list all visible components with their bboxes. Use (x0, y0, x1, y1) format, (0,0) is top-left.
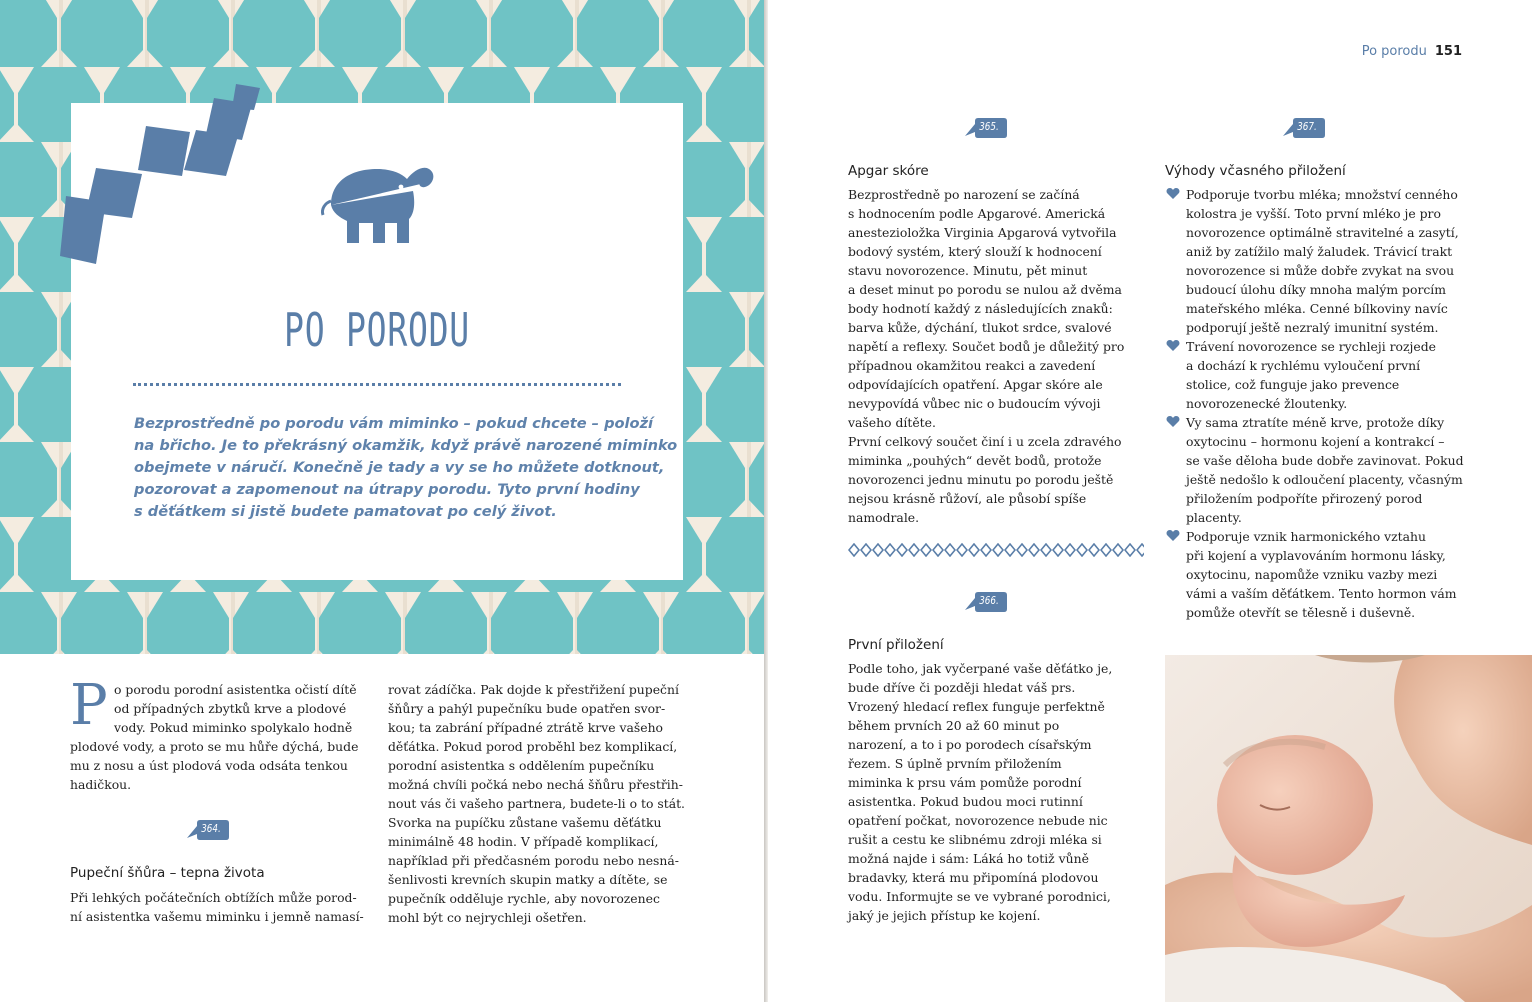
bullet-item (1186, 185, 1464, 337)
text-line: možná chvíli počká nebo nechá šňůru přestřih- (388, 777, 683, 792)
dropcap-letter: P (70, 673, 108, 738)
diamond-divider (848, 543, 1144, 557)
text-line: vámi a vaším děťátkem. Tento hormon vám (1186, 586, 1457, 601)
text-line: miminka „pouhých“ devět bodů, protože (848, 453, 1102, 468)
text-line: narození, a to i po porodech císařským (848, 737, 1092, 752)
dotted-divider (133, 383, 621, 386)
text-line: barva kůže, dýchání, tlukot srdce, svalové (848, 320, 1112, 335)
text-line: s hodnocením podle Apgarové. Americká (848, 206, 1106, 221)
text-line: pupečník odděluje rychle, aby novorozenec (388, 891, 660, 906)
section-367-title: Výhody včasného přiložení (1165, 163, 1346, 179)
text-line: možná najde i sám: Láká ho totiž vůně (848, 851, 1089, 866)
bullet-item (1186, 337, 1464, 413)
tip-number-badge-364 (186, 818, 230, 846)
text-line: budoucí úlohu díky mnoha malým porcím (1186, 282, 1447, 297)
section-364-title: Pupeční šňůra – tepna života (70, 865, 265, 881)
text-line: kou; ta zabrání případné ztrátě krve vašeho (388, 720, 664, 735)
text-line: vašeho dítěte. (848, 415, 936, 430)
text-line: nout vás či vašeho partnera, budete-li o to stát. (388, 796, 686, 811)
intro-line: pozorovat a zapomenout na útrapy porodu. Tyto první hodiny (134, 481, 640, 498)
left-page (0, 0, 764, 1002)
text-line: body hodnotí každý z následujících znaků: (848, 301, 1113, 316)
heart-bullet-icon (1166, 415, 1180, 428)
text-line: vodu. Informujte se ve vybrané porodnici, (848, 889, 1111, 904)
text-line: anestezioložka Virginia Apgarová vytvořila (848, 225, 1117, 240)
text-line: První celkový součet činí i u zcela zdravého (848, 434, 1122, 449)
text-line: asistentka. Pokud budou moci rutinní (848, 794, 1083, 809)
photo-illustration (1165, 655, 1532, 1002)
tip-number-badge-367 (1282, 116, 1326, 144)
badge-number: 364. (201, 822, 221, 835)
text-line: děťátka. Pokud porod proběhl bez komplikací, (388, 739, 678, 754)
running-header (1362, 44, 1462, 59)
text-line: miminka k prsu vám pomůže porodní (848, 775, 1082, 790)
bullet-item (1186, 413, 1464, 527)
text-line: při kojení a vyplavováním hormonu lásky, (1186, 548, 1446, 563)
intro-line: na břicho. Je to překrásný okamžik, když právě narozené miminko (134, 437, 678, 454)
text-line: rovat zádíčka. Pak dojde k přestřižení pupeční (388, 682, 679, 697)
column-2-text (388, 680, 685, 927)
text-line: o porodu porodní asistentka očistí dítě (114, 682, 357, 697)
column-1-paragraph-rest (70, 737, 358, 794)
text-line: a deset minut po porodu se nulou až dvěma (848, 282, 1122, 297)
text-line: novorozence si může dobře zvykat na svou (1186, 263, 1455, 278)
text-line: mateřského mléka. Cenné bílkoviny navíc (1186, 301, 1448, 316)
hexagon-ribbon-decoration (56, 84, 286, 284)
heart-bullet-icon (1166, 187, 1180, 200)
text-line: opatření počkat, novorozence nebude nic (848, 813, 1108, 828)
tip-number-badge-366 (964, 590, 1008, 618)
section-367-bullet-list (1186, 185, 1464, 622)
text-line: přiložením podpoříte přirozený porod (1186, 491, 1423, 506)
text-line: nevypovídá vůbec nic o budoucím vývoji (848, 396, 1101, 411)
text-line: oxytocinu – hormonu kojení a kontrakcí – (1186, 434, 1445, 449)
text-line: novorozence optimálně stravitelné a zasytí, (1186, 225, 1459, 240)
text-line: pomůže otevřít se tělesně i duševně. (1186, 605, 1416, 620)
text-line: hadičkou. (70, 777, 132, 792)
text-line: bude dříve či později hledat váš prs. (848, 680, 1076, 695)
text-line: Svorka na pupíčku zůstane vašemu děťátku (388, 815, 662, 830)
bullet-item (1186, 527, 1464, 622)
text-line: plodové vody, a proto se mu hůře dýchá, bude (70, 739, 359, 754)
tip-number-badge-365 (964, 116, 1008, 144)
badge-number: 365. (979, 120, 999, 133)
text-line: Vrozený hledací reflex funguje perfektně (848, 699, 1105, 714)
text-line: Trávení novorozence se rychleji rozjede (1186, 339, 1436, 354)
elephant-icon (317, 161, 441, 245)
text-line: od případných zbytků krve a plodové (114, 701, 347, 716)
text-line: případnou okamžitou reakci a zavedení (848, 358, 1096, 373)
text-line: minimálně 48 hodin. V případě komplikací, (388, 834, 659, 849)
text-line: se vaše děloha bude dobře zavinovat. Pokud (1186, 453, 1464, 468)
intro-line: obejmete v náručí. Konečně je tady a vy se ho můžete dotknout, (134, 459, 665, 476)
text-line: oxytocinu, napomůže vzniku vazby mezi (1186, 567, 1438, 582)
chapter-title: PO PORODU (284, 303, 470, 357)
text-line: Bezprostředně po narození se začíná (848, 187, 1080, 202)
running-head-title: Po porodu (1361, 44, 1427, 59)
text-line: namodrale. (848, 510, 920, 525)
text-line: novorozenecké žloutenky. (1186, 396, 1348, 411)
heart-bullet-icon (1166, 529, 1180, 542)
text-line: a dochází k rychlému vyloučení první (1186, 358, 1421, 373)
text-line: mohl být co nejrychleji ošetřen. (388, 910, 587, 925)
text-line: aniž by zatížilo malý žaludek. Trávicí trakt (1186, 244, 1453, 259)
badge-number: 366. (979, 594, 999, 607)
column-1-paragraph-start (114, 680, 357, 737)
text-line: šňůry a pahýl pupečníku bude opatřen svor- (388, 701, 666, 716)
text-line: během prvních 20 až 60 minut po (848, 718, 1060, 733)
text-line: placenty. (1186, 510, 1242, 525)
section-365-text (848, 185, 1124, 527)
text-line: stolice, což funguje jako prevence (1186, 377, 1400, 392)
section-364-text (70, 888, 364, 926)
text-line: podporují ještě nezralý imunitní systém. (1186, 320, 1439, 335)
text-line: ještě nedošlo k odloučení placenty, včasným (1186, 472, 1463, 487)
section-366-text (848, 659, 1112, 925)
text-line: rušit a cestu ke slibnému zdroji mléka si (848, 832, 1102, 847)
text-line: například při předčasném porodu nebo nesná- (388, 853, 679, 868)
text-line: šenlivosti krevních skupin matky a dítěte, se (388, 872, 668, 887)
text-line: porodní asistentka s oddělením pupečníku (388, 758, 655, 773)
text-line: nejsou krásně růžoví, ale působí spíše (848, 491, 1087, 506)
text-line: odpovídajících opatření. Apgar skóre ale (848, 377, 1103, 392)
text-line: řezem. S úplně prvním přiložením (848, 756, 1062, 771)
text-line: ní asistentka vašemu miminku i jemně namasí- (70, 909, 364, 924)
text-line: Podporuje tvorbu mléka; množství cenného (1186, 187, 1458, 202)
text-line: stavu novorozence. Minutu, pět minut (848, 263, 1088, 278)
text-line: napětí a reflexy. Součet bodů je důležitý pro (848, 339, 1125, 354)
text-line: Vy sama ztratíte méně krve, protože díky (1186, 415, 1445, 430)
text-line: jaký je jejich přístup ke kojení. (848, 908, 1041, 923)
section-365-title: Apgar skóre (848, 163, 929, 179)
text-line: mu z nosu a úst plodová voda odsáta tenkou (70, 758, 348, 773)
mother-newborn-photo (1165, 655, 1532, 1002)
heart-bullet-icon (1166, 339, 1180, 352)
text-line: bodový systém, který slouží k hodnocení (848, 244, 1102, 259)
intro-line: Bezprostředně po porodu vám miminko – pokud chcete – položí (134, 415, 654, 432)
text-line: Při lehkých počátečních obtížích může porod- (70, 890, 357, 905)
badge-number: 367. (1297, 120, 1317, 133)
page-number: 151 (1434, 44, 1462, 59)
section-366-title: První přiložení (848, 637, 944, 653)
text-line: bradavky, která mu připomíná plodovou (848, 870, 1099, 885)
text-line: Podporuje vznik harmonického vztahu (1186, 529, 1427, 544)
text-line: vody. Pokud miminko spolykalo hodně (114, 720, 353, 735)
text-line: novorozenci jednu minutu po porodu ještě (848, 472, 1114, 487)
text-line: Podle toho, jak vyčerpané vaše děťátko je, (848, 661, 1113, 676)
intro-text (134, 413, 678, 523)
intro-line: s děťátkem si jistě budete pamatovat po celý život. (134, 503, 557, 520)
text-line: kolostra je vyšší. Toto první mléko je pro (1186, 206, 1441, 221)
